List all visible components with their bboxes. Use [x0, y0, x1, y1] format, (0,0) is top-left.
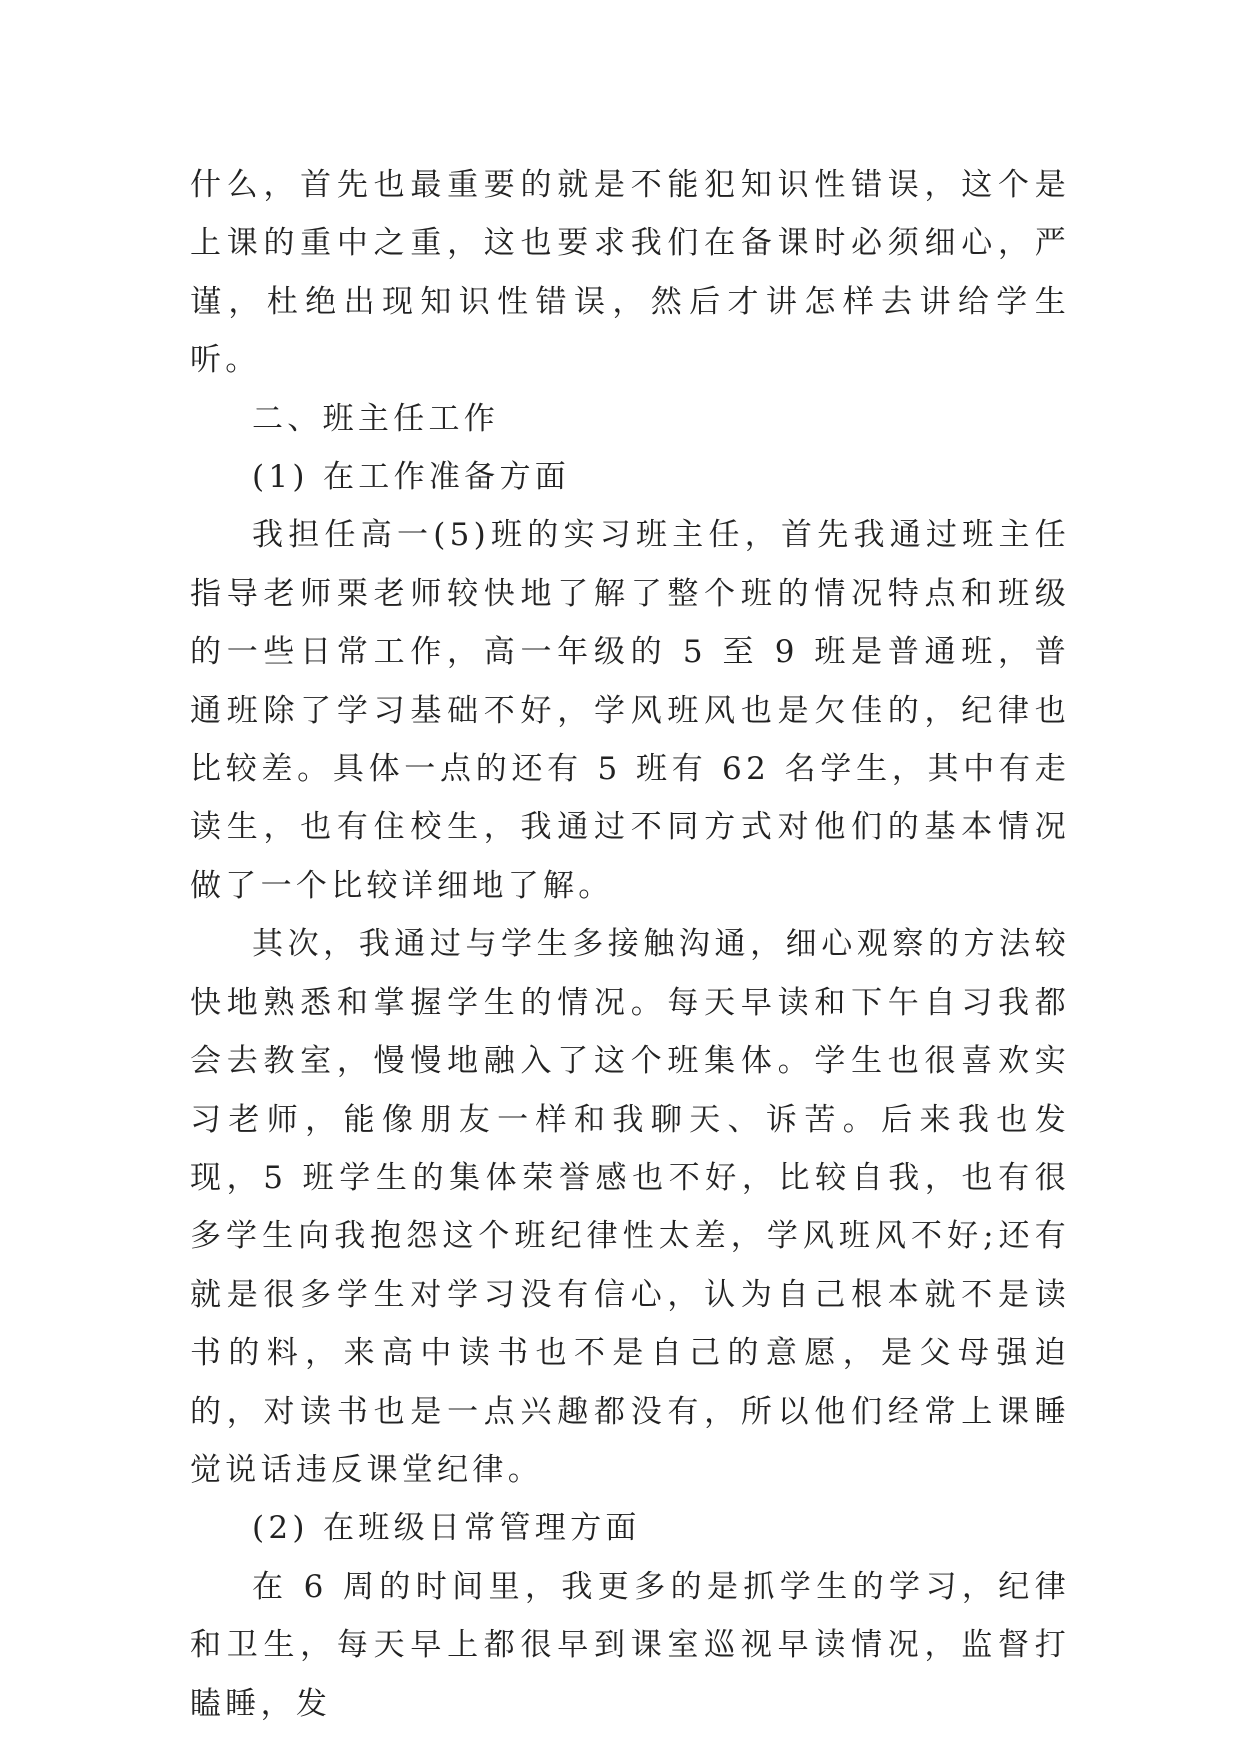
section-heading-class-teacher-work: 二、班主任工作 — [252, 400, 500, 437]
paragraph-daily-routine: 在 6 周的时间里，我更多的是抓学生的学习，纪律和卫生，每天早上都很早到课室巡视早读情况，监督打瞌睡，发 — [190, 1568, 1070, 1722]
subheading-work-preparation: (1) 在工作准备方面 — [252, 459, 571, 496]
paragraph-continuation: 什么，首先也最重要的就是不能犯知识性错误，这个是上课的重中之重，这也要求我们在备课时必须细心，严谨，杜绝出现知识性错误，然后才讲怎样去讲给学生听。 — [190, 167, 1070, 379]
document-body — [190, 156, 1070, 1733]
subheading-daily-management: (2) 在班级日常管理方面 — [252, 1510, 641, 1547]
paragraph-student-communication: 其次，我通过与学生多接触沟通，细心观察的方法较快地熟悉和掌握学生的情况。每天早读和下午自习我都会去教室，慢慢地融入了这个班集体。学生也很喜欢实习老师，能像朋友一样和我聊天、诉苦。后来我也发现，5 班学生的集体荣誉感也不好，比较自我，也有很多学生向我抱怨这个班纪律性太差，学风班风不好;还有就是很多学生对学习没有信心，认为自己根本就不是读书的料，来高中读书也不是自己的意愿，是父母强迫的，对读书也是一点兴趣都没有，所以他们经常上课睡觉说话违反课堂纪律。 — [190, 926, 1070, 1488]
paragraph-class-overview: 我担任高一(5)班的实习班主任，首先我通过班主任指导老师栗老师较快地了解了整个班的情况特点和班级的一些日常工作，高一年级的 5 至 9 班是普通班，普通班除了学习基础不好，学风班风也是欠佳的，纪律也比较差。具体一点的还有 5 班有 62 名学生，其中有走读生，也有住校生，我通过不同方式对他们的基本情况做了一个比较详细地了解。 — [190, 517, 1070, 904]
